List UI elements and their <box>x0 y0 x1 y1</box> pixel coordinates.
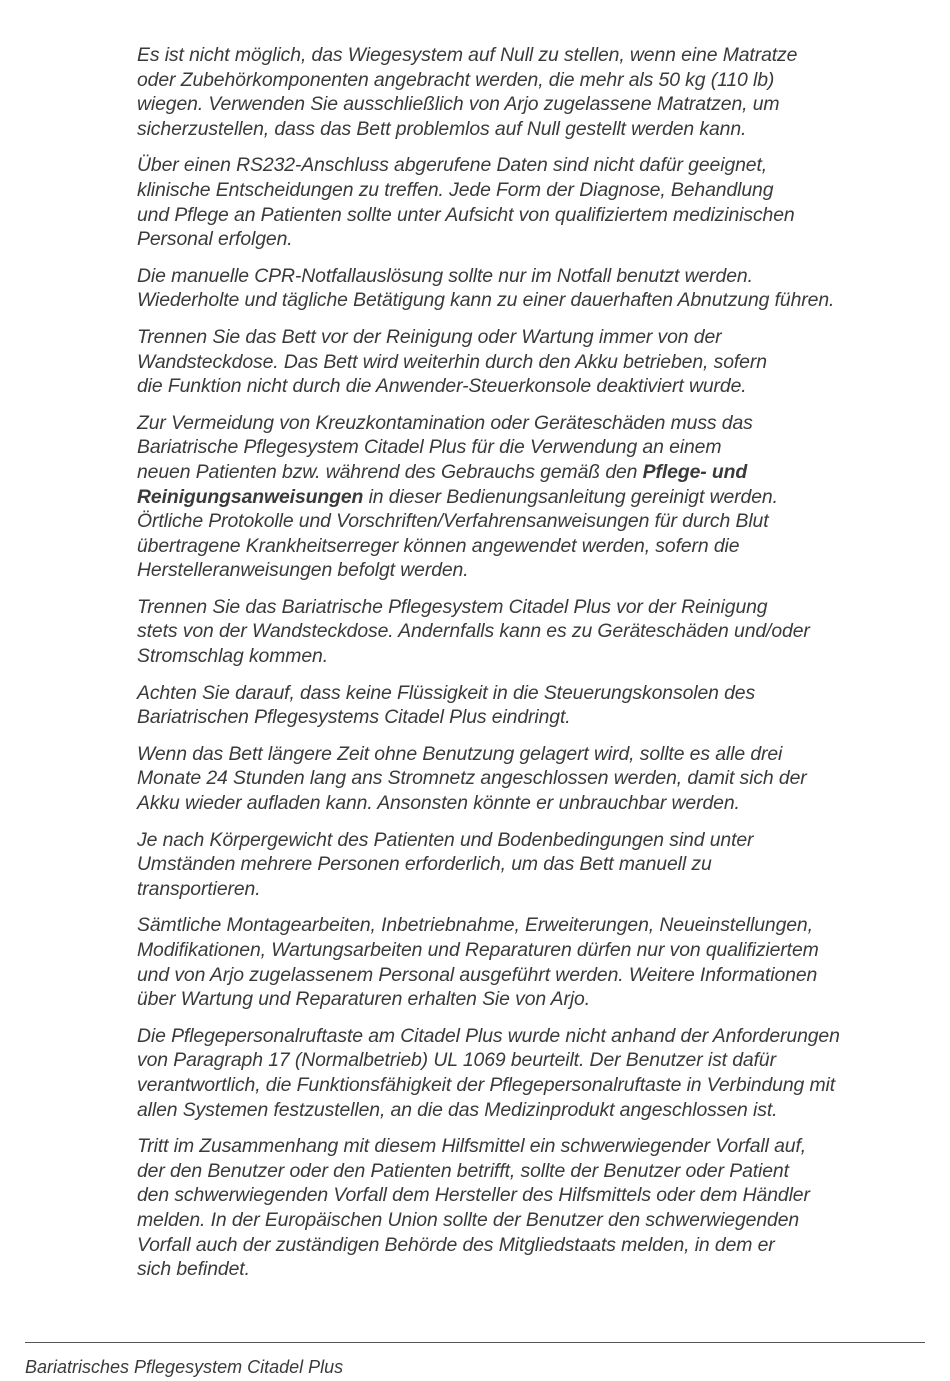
paragraph-rs232-data: Über einen RS232-Anschluss abgerufene Daten sind nicht dafür geeignet, klinische Entscheidungen zu treffen. Jede Form der Diagnose, Behandlung und Pflege an Patienten sollte unter Aufsicht von qualifiziertem medizinischen Personal erfolgen. <box>137 154 795 251</box>
paragraph-serious-incident: Tritt im Zusammenhang mit diesem Hilfsmittel ein schwerwiegender Vorfall auf, der den Benutzer oder den Patienten betrifft, sollte der Benutzer oder Patient den schwerwiegenden Vorfall dem Hersteller des Hilfsmittels oder dem Händler melden. In der Europäischen Union sollte der Benutzer den schwerwiegenden Vorfall auch der zuständigen Behörde des Mitgliedstaats melden, in dem er sich befindet. <box>137 1135 810 1281</box>
paragraph-no-liquid: Achten Sie darauf, dass keine Flüssigkeit in die Steuerungskonsolen des Bariatrischen Pflegesystems Citadel Plus eindringt. <box>137 681 756 729</box>
paragraph-disconnect-before-cleaning: Trennen Sie das Bett vor der Reinigung oder Wartung immer von der Wandsteckdose. Das Bett wird weiterhin durch den Akku betrieben, sofern die Funktion nicht durch die Anwender-Steuerkonsole deaktiviert wurde. <box>137 325 767 398</box>
care-cleaning-instructions-reference: Pflege- und Reinigungsanweisungen <box>137 460 748 508</box>
paragraph-cross-contamination-start: Zur Vermeidung von Kreuzkontamination oder Geräteschäden muss das Bariatrische Pflegesystem Citadel Plus für die Verwendung an einem neuen Patienten bzw. während des Gebrauchs gemäß den <box>137 411 753 483</box>
paragraph-nurse-call: Die Pflegepersonalruftaste am Citadel Plus wurde nicht anhand der Anforderungen von Paragraph 17 (Normalbetrieb) UL 1069 beurteilt. Der Benutzer ist dafür verantwortlich, die Funktionsfähigkeit der Pflegepersonalruftaste in Verbindung mit allen Systemen festzustellen, an die das Medizinprodukt angeschlossen ist. <box>137 1024 840 1121</box>
footer-divider <box>25 1342 925 1343</box>
paragraph-qualified-personnel: Sämtliche Montagearbeiten, Inbetriebnahme, Erweiterungen, Neueinstellungen, Modifikationen, Wartungsarbeiten und Reparaturen dürfen nur von qualifiziertem und von Arjo zugelassenem Personal ausgeführt werden. Weitere Informationen über Wartung und Reparaturen erhalten Sie von Arjo. <box>137 914 819 1011</box>
paragraph-manual-transport: Je nach Körpergewicht des Patienten und Bodenbedingungen sind unter Umständen mehrere Personen erforderlich, um das Bett manuell zu transportieren. <box>137 828 754 900</box>
paragraph-cross-contamination <box>137 411 937 583</box>
footer-product-name: Bariatrisches Pflegesystem Citadel Plus <box>25 1357 344 1377</box>
paragraph-cpr-release: Die manuelle CPR-Notfallauslösung sollte nur im Notfall benutzt werden. Wiederholte und tägliche Betätigung kann zu einer dauerhaften Abnutzung führen. <box>137 264 835 312</box>
paragraph-battery-storage: Wenn das Bett längere Zeit ohne Benutzung gelagert wird, sollte es alle drei Monate 24 Stunden lang ans Stromnetz angeschlossen werden, damit sich der Akku wieder aufladen kann. Ansonsten könnte er unbrauchbar werden. <box>137 742 807 815</box>
paragraph-weighing-zero: Es ist nicht möglich, das Wiegesystem auf Null zu stellen, wenn eine Matratze oder Zubehörkomponenten angebracht werden, die mehr als 50 kg (110 lb) wiegen. Verwenden Sie ausschließlich von Arjo zugelassene Matratzen, um sicherzustellen, dass das Bett problemlos auf Null gestellt werden kann. <box>137 44 798 140</box>
paragraph-cross-contamination-end: in dieser Bedienungsanleitung gereinigt werden. Örtliche Protokolle und Vorschriften/Verfahrensanweisungen für durch Blut übertragene Krankheitserreger können angewendet werden, sofern die Herstelleranweisungen befolgt werden. <box>137 485 778 582</box>
paragraph-electric-shock: Trennen Sie das Bariatrische Pflegesystem Citadel Plus vor der Reinigung stets von der Wandsteckdose. Andernfalls kann es zu Geräteschäden und/oder Stromschlag kommen. <box>137 595 810 668</box>
warning-text-block <box>137 43 937 1294</box>
